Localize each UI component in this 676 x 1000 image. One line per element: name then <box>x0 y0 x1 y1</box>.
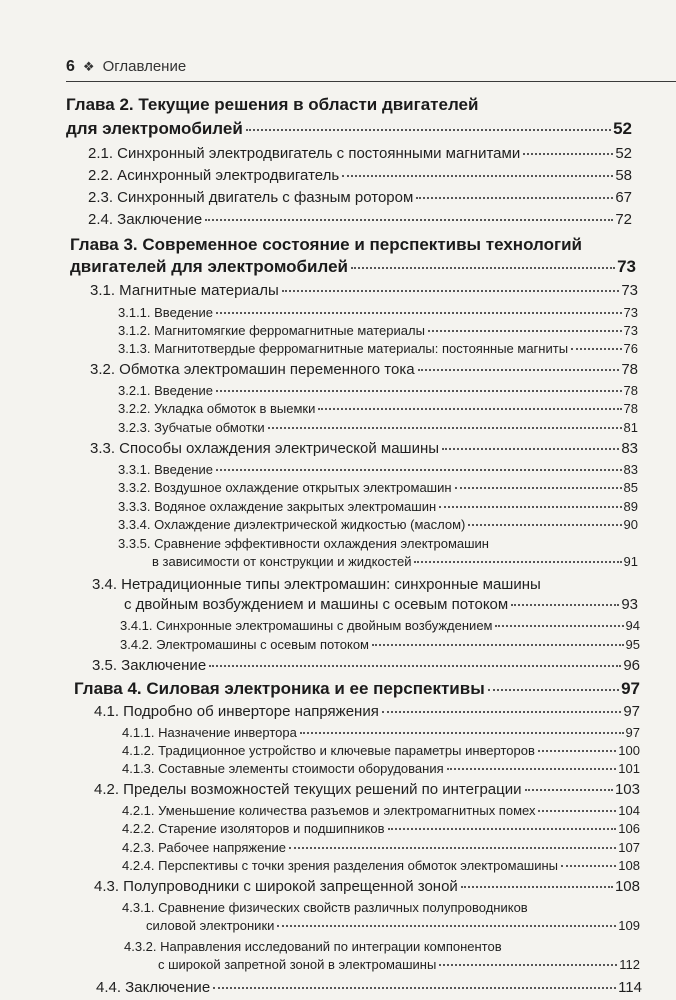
toc-page: 114 <box>618 979 642 996</box>
dot-leader <box>418 369 620 371</box>
toc-label: 3.1.1. Введение <box>118 305 213 320</box>
toc-page: 81 <box>623 420 638 435</box>
toc-entry-3-1[interactable] <box>90 282 638 299</box>
toc-label: 4.2.1. Уменьшение количества разъемов и электромагнитных помех <box>122 803 536 818</box>
toc-label: с широкой запретной зоной в электромашины <box>158 957 437 972</box>
dot-leader <box>439 964 617 966</box>
page-number: 6 <box>66 58 75 75</box>
toc-page: 104 <box>618 803 640 818</box>
toc-entry-3-4-1[interactable] <box>120 618 640 633</box>
toc-entry-3-3-5-line1[interactable]: 3.3.5. Сравнение эффективности охлаждения электромашин <box>118 536 489 551</box>
dot-leader <box>428 330 622 332</box>
toc-entry-3-1-1[interactable] <box>118 305 638 320</box>
dot-leader <box>382 711 621 713</box>
toc-label: 3.3. Способы охлаждения электрической машины <box>90 440 440 457</box>
dot-leader <box>388 828 617 830</box>
toc-label: для электромобилей <box>66 119 243 138</box>
toc-entry-3-2-1[interactable] <box>118 383 638 398</box>
toc-entry-4-2[interactable] <box>94 781 640 798</box>
toc-entry-3-3-5[interactable] <box>152 554 638 569</box>
toc-entry-2-1[interactable] <box>88 145 632 162</box>
toc-page: 90 <box>623 517 638 532</box>
dot-leader <box>439 506 621 508</box>
toc-entry-2-3[interactable] <box>88 189 632 206</box>
toc-entry-4-3-1-line1[interactable]: 4.3.1. Сравнение физических свойств различных полупроводников <box>122 900 528 915</box>
toc-label: 3.3.3. Водяное охлаждение закрытых электромашин <box>118 499 437 514</box>
running-header <box>66 58 666 80</box>
toc-label: в зависимости от конструкции и жидкостей <box>152 554 412 569</box>
toc-entry-4-4[interactable] <box>96 979 642 996</box>
toc-label: 3.4.2. Электромашины с осевым потоком <box>120 637 369 652</box>
toc-entry-3-1-3[interactable] <box>118 341 638 356</box>
dot-leader <box>488 689 619 691</box>
toc-page: 91 <box>623 554 638 569</box>
toc-label: силовой электроники <box>146 918 275 933</box>
toc-page: 67 <box>615 189 632 206</box>
dot-leader <box>468 524 621 526</box>
toc-label: 4.1.2. Традиционное устройство и ключевые параметры инверторов <box>122 743 535 758</box>
toc-entry-2-2[interactable] <box>88 167 632 184</box>
dot-leader <box>525 789 613 791</box>
dot-leader <box>277 925 616 927</box>
toc-label: 4.2.3. Рабочее напряжение <box>122 840 287 855</box>
toc-page: 73 <box>621 282 638 299</box>
toc-page: 83 <box>621 440 638 457</box>
toc-label: с двойным возбуждением и машины с осевым потоком <box>124 596 509 613</box>
toc-page: 89 <box>623 499 638 514</box>
toc-page: 108 <box>618 858 640 873</box>
toc-label: 3.3.4. Охлаждение диэлектрической жидкостью (маслом) <box>118 517 466 532</box>
toc-label: 3.2. Обмотка электромашин переменного тока <box>90 361 415 378</box>
toc-entry-4-1-1[interactable] <box>122 725 640 740</box>
dot-leader <box>216 390 622 392</box>
toc-page: 95 <box>625 637 640 652</box>
toc-label: 4.1. Подробно об инверторе напряжения <box>94 703 379 720</box>
toc-label: 4.1.1. Назначение инвертора <box>122 725 297 740</box>
dot-leader <box>523 153 613 155</box>
toc-entry-4-1-2[interactable] <box>122 743 640 758</box>
toc-page: 97 <box>625 725 640 740</box>
toc-label: 4.1.3. Составные элементы стоимости оборудования <box>122 761 444 776</box>
toc-entry-4-2-2[interactable] <box>122 821 640 836</box>
ornament-icon: ❖ <box>82 59 95 74</box>
toc-label: 3.3.1. Введение <box>118 462 213 477</box>
toc-label: 4.2. Пределы возможностей текущих решений по интеграции <box>94 781 522 798</box>
toc-entry-3-3-3[interactable] <box>118 499 638 514</box>
dot-leader <box>495 625 623 627</box>
toc-page: 85 <box>623 480 638 495</box>
toc-page: 73 <box>623 323 638 338</box>
toc-entry-3-2[interactable] <box>90 361 638 378</box>
toc-entry-4-3-2[interactable] <box>158 957 640 972</box>
toc-entry-4-2-1[interactable] <box>122 803 640 818</box>
toc-entry-chapter-4[interactable] <box>74 679 640 699</box>
toc-page: 78 <box>623 401 638 416</box>
toc-entry-3-2-3[interactable] <box>118 420 638 435</box>
toc-page: 107 <box>618 840 640 855</box>
toc-entry-3-2-2[interactable] <box>118 401 638 416</box>
dot-leader <box>571 348 621 350</box>
toc-label: 3.2.2. Укладка обмоток в выемки <box>118 401 316 416</box>
toc-entry-2-4[interactable] <box>88 211 632 228</box>
toc-entry-3-3-4[interactable] <box>118 517 638 532</box>
toc-page: 73 <box>617 257 636 276</box>
toc-label: 4.2.2. Старение изоляторов и подшипников <box>122 821 385 836</box>
toc-entry-4-3-2-line1[interactable]: 4.3.2. Направления исследований по интеграции компонентов <box>124 939 502 954</box>
toc-label: 3.4.1. Синхронные электромашины с двойным возбуждением <box>120 618 493 633</box>
toc-page: 100 <box>618 743 640 758</box>
toc-entry-3-3[interactable] <box>90 440 638 457</box>
toc-label: 3.1.3. Магнитотвердые ферромагнитные материалы: постоянные магниты <box>118 341 569 356</box>
dot-leader <box>416 197 613 199</box>
toc-page: 109 <box>618 918 640 933</box>
toc-page: 78 <box>623 383 638 398</box>
toc-label: 2.2. Асинхронный электродвигатель <box>88 167 340 184</box>
chapter-2-title-line1[interactable]: Глава 2. Текущие решения в области двигателей <box>66 95 479 114</box>
dot-leader <box>246 129 611 131</box>
toc-entry-3-3-1[interactable] <box>118 462 638 477</box>
toc-entry-3-4-line1[interactable]: 3.4. Нетрадиционные типы электромашин: синхронные машины <box>92 576 541 593</box>
toc-label: Глава 4. Силовая электроника и ее перспективы <box>74 679 485 698</box>
dot-leader <box>351 267 615 269</box>
toc-page: 106 <box>618 821 640 836</box>
header-rule <box>66 81 676 82</box>
toc-entry-3-4[interactable] <box>124 596 638 613</box>
toc-page: 76 <box>623 341 638 356</box>
toc-label: 4.2.4. Перспективы с точки зрения разделения обмоток электромашины <box>122 858 559 873</box>
toc-label: 3.5. Заключение <box>92 657 207 674</box>
toc-entry-4-3-1[interactable] <box>146 918 640 933</box>
toc-label: двигателей для электромобилей <box>70 257 348 276</box>
running-title: Оглавление <box>102 58 187 75</box>
toc-page: 73 <box>623 305 638 320</box>
dot-leader <box>209 665 621 667</box>
toc-page: 78 <box>621 361 638 378</box>
toc-page: 96 <box>623 657 640 674</box>
dot-leader <box>414 561 621 563</box>
toc-entry-chapter-3[interactable] <box>70 257 636 277</box>
dot-leader <box>282 290 620 292</box>
dot-leader <box>538 750 616 752</box>
dot-leader <box>216 312 622 314</box>
dot-leader <box>561 865 616 867</box>
toc-page: 112 <box>619 957 640 972</box>
toc-label: 3.2.1. Введение <box>118 383 213 398</box>
toc-page: 72 <box>615 211 632 228</box>
dot-leader <box>213 987 616 989</box>
toc-entry-3-4-2[interactable] <box>120 637 640 652</box>
toc-label: 2.4. Заключение <box>88 211 203 228</box>
toc-page: 52 <box>615 145 632 162</box>
toc-entry-4-2-3[interactable] <box>122 840 640 855</box>
toc-page: 83 <box>623 462 638 477</box>
toc-page: 93 <box>621 596 638 613</box>
toc-page: 97 <box>621 679 640 698</box>
dot-leader <box>511 604 619 606</box>
toc-page: 97 <box>623 703 640 720</box>
toc-page: 94 <box>625 618 640 633</box>
dot-leader <box>216 469 622 471</box>
toc-entry-4-2-4[interactable] <box>122 858 640 873</box>
dot-leader <box>300 732 624 734</box>
dot-leader <box>318 408 621 410</box>
dot-leader <box>461 886 613 888</box>
toc-page: 58 <box>615 167 632 184</box>
toc-page: 108 <box>614 878 640 895</box>
toc-label: 3.1. Магнитные материалы <box>90 282 279 299</box>
toc-label: 4.4. Заключение <box>96 979 211 996</box>
dot-leader <box>289 847 616 849</box>
toc-label: 3.2.3. Зубчатые обмотки <box>118 420 265 435</box>
dot-leader <box>447 768 617 770</box>
dot-leader <box>442 448 619 450</box>
toc-label: 4.3. Полупроводники с широкой запрещенной зоной <box>94 878 458 895</box>
dot-leader <box>342 175 613 177</box>
toc-page: 103 <box>614 781 640 798</box>
toc-entry-3-3-2[interactable] <box>118 480 638 495</box>
toc-label: 3.1.2. Магнитомягкие ферромагнитные материалы <box>118 323 425 338</box>
toc-label: 2.3. Синхронный двигатель с фазным ротором <box>88 189 414 206</box>
toc-entry-4-1[interactable] <box>94 703 640 720</box>
toc-entry-3-5[interactable] <box>92 657 640 674</box>
toc-label: 2.1. Синхронный электродвигатель с постоянными магнитами <box>88 145 521 162</box>
dot-leader <box>205 219 613 221</box>
dot-leader <box>538 810 616 812</box>
toc-label: 3.3.2. Воздушное охлаждение открытых электромашин <box>118 480 452 495</box>
toc-entry-3-1-2[interactable] <box>118 323 638 338</box>
toc-page: 101 <box>618 761 640 776</box>
dot-leader <box>455 487 622 489</box>
toc-entry-4-3[interactable] <box>94 878 640 895</box>
dot-leader <box>372 644 624 646</box>
toc-entry-chapter-2[interactable] <box>66 119 632 139</box>
chapter-3-title-line1[interactable]: Глава 3. Современное состояние и перспективы технологий <box>70 235 582 254</box>
dot-leader <box>268 427 622 429</box>
toc-entry-4-1-3[interactable] <box>122 761 640 776</box>
toc-page: 52 <box>613 119 632 138</box>
